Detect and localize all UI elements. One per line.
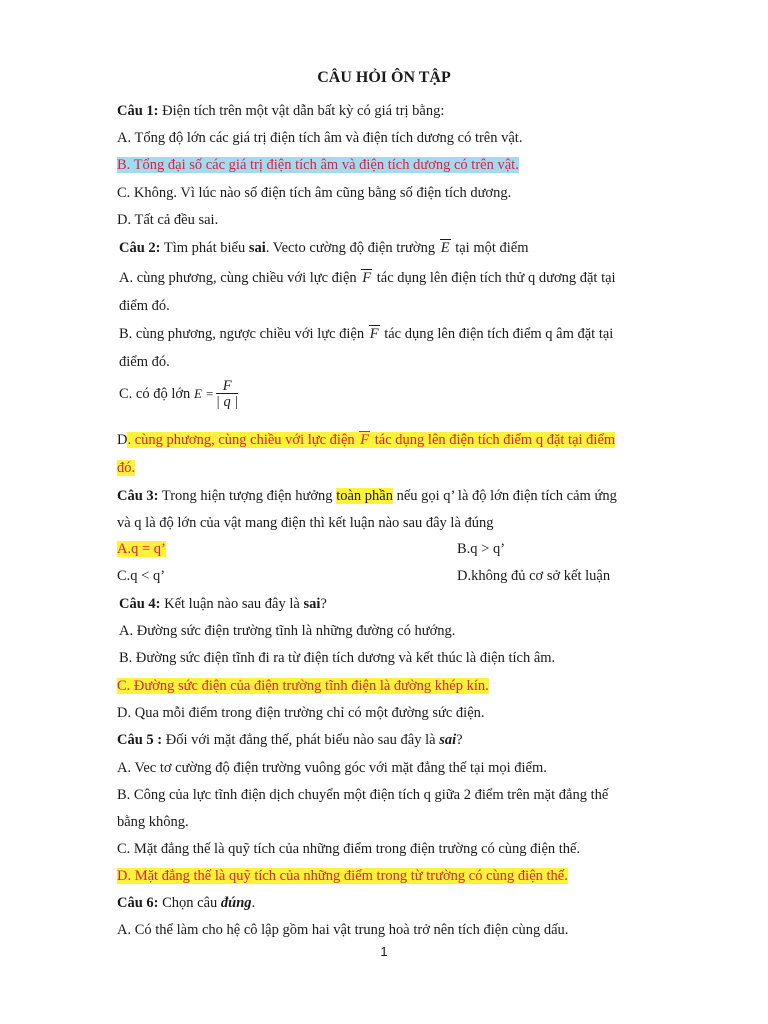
question-3-text: Trong hiện tượng điện hưởng: [158, 488, 337, 504]
question-2-text-3: tại một điểm: [451, 240, 529, 256]
question-3-option-a-text: A.q = q’: [117, 541, 166, 557]
question-3-highlight: toàn phần: [336, 488, 393, 504]
question-5-text: Đối với mặt đẳng thế, phát biểu nào sau đây là: [162, 732, 440, 748]
question-2-option-b-cont: điểm đó.: [119, 354, 170, 370]
question-2-option-b-text: B. cùng phương, ngược chiều với lực điện: [119, 326, 368, 342]
question-5-option-d-text: D. Mặt đẳng thế là quỹ tích của những điểm trong từ trường có cùng điện thế.: [117, 868, 568, 884]
vector-f-symbol: F: [360, 432, 370, 448]
question-4-text: Kết luận nào sau đây là: [160, 596, 304, 612]
question-2-label: Câu 2:: [119, 240, 161, 256]
vector-f-symbol: F: [369, 326, 379, 342]
question-2-option-d-text-cont: đó.: [117, 460, 136, 476]
question-5-option-c: C. Mặt đẳng thế là quỹ tích của những điểm trong điện trường có cùng điện thế.: [117, 841, 581, 857]
question-5: [117, 730, 463, 750]
formula-lhs: E =: [193, 386, 214, 401]
question-6: [117, 893, 255, 913]
question-2-option-a-text-2: tác dụng lên điện tích thử q dương đặt tại: [373, 270, 616, 286]
question-2-text-2: . Vecto cường độ điện trường: [265, 240, 439, 256]
question-2-option-c: [119, 378, 238, 410]
question-2-option-d-part-2: tác dụng lên điện tích điểm q đặt tại điểm: [371, 432, 616, 448]
question-3-option-c: C.q < q’: [117, 568, 166, 584]
question-2-option-a-text: A. cùng phương, cùng chiều với lực điện: [119, 270, 361, 286]
question-6-label: Câu 6:: [117, 895, 159, 911]
question-5-option-b-cont: bằng không.: [117, 814, 189, 830]
formula-numerator: F: [216, 379, 238, 394]
question-1-option-c: C. Không. Vì lúc nào số điện tích âm cũng bằng số điện tích dương.: [117, 185, 512, 201]
question-4-option-c: [117, 676, 489, 696]
question-3: [117, 486, 617, 506]
question-4-emphasis: sai: [303, 596, 321, 612]
question-2-option-d: [117, 430, 615, 450]
question-2-option-d-part-1: . cùng phương, cùng chiều với lực điện: [127, 432, 359, 448]
question-6-option-a: A. Có thể làm cho hệ cô lập gồm hai vật trung hoà trở nên tích điện cùng dấu.: [117, 922, 569, 938]
question-3-text-2: nếu gọi q’ là độ lớn điện tích cảm ứng: [392, 488, 617, 504]
question-3-label: Câu 3:: [117, 488, 159, 504]
question-2-option-d-letter: D: [117, 432, 128, 448]
question-2-option-d-cont: [117, 458, 135, 478]
question-5-option-d: [117, 866, 568, 886]
question-3-option-b: B.q > q’: [457, 541, 506, 557]
question-4-option-c-text: C. Đường sức điện của điện trường tĩnh điện là đường khép kín.: [117, 678, 489, 694]
question-5-emphasis: sai: [439, 732, 457, 748]
question-2-emphasis: sai: [248, 240, 266, 256]
question-2-option-a: [119, 268, 616, 288]
question-3-option-d: D.không đủ cơ sở kết luận: [457, 568, 611, 584]
question-1-text: Điện tích trên một vật dẫn bất kỳ có giá trị bằng:: [158, 103, 445, 119]
question-4-text-2: ?: [320, 596, 327, 612]
question-2-option-a-cont: điểm đó.: [119, 298, 170, 314]
question-2-option-c-text: C. có độ lớn: [119, 386, 194, 402]
question-4: [119, 594, 327, 614]
question-1-option-d: D. Tất cả đều sai.: [117, 212, 219, 228]
question-4-option-a: A. Đường sức điện trường tĩnh là những đường có hướng.: [119, 623, 456, 639]
question-2-option-b: [119, 324, 613, 344]
question-6-text-2: .: [251, 895, 256, 911]
question-5-option-b: B. Công của lực tĩnh điện dịch chuyển một điện tích q giữa 2 điểm trên mặt đẳng thế: [117, 787, 609, 803]
question-2-option-d-text: [127, 432, 615, 448]
question-5-text-2: ?: [456, 732, 463, 748]
question-2-text: Tìm phát biểu: [160, 240, 249, 256]
question-3-cont: và q là độ lớn của vật mang điện thì kết luận nào sau đây là đúng: [117, 515, 494, 531]
vector-e-symbol: E: [440, 240, 450, 256]
question-1-option-a: A. Tổng độ lớn các giá trị điện tích âm và điện tích dương có trên vật.: [117, 130, 523, 146]
formula-denominator: | q |: [215, 394, 239, 411]
formula-fraction: [216, 379, 238, 410]
question-4-option-d: D. Qua mỗi điểm trong điện trường chỉ có một đường sức điện.: [117, 705, 485, 721]
question-5-option-a: A. Vec tơ cường độ điện trường vuông góc với mặt đẳng thế tại mọi điểm.: [117, 760, 547, 776]
question-2: [119, 238, 529, 258]
page-title: CÂU HỎI ÔN TẬP: [317, 69, 451, 86]
question-1-option-b: [117, 155, 519, 175]
question-6-text: Chọn câu: [158, 895, 221, 911]
question-4-option-b: B. Đường sức điện tĩnh đi ra từ điện tích dương và kết thúc là điện tích âm.: [119, 650, 556, 666]
question-3-option-a: [117, 539, 166, 559]
question-6-emphasis: đúng: [220, 895, 252, 911]
question-4-label: Câu 4:: [119, 596, 161, 612]
vector-f-symbol: F: [362, 270, 372, 286]
question-2-option-b-text-2: tác dụng lên điện tích điểm q âm đặt tại: [380, 326, 614, 342]
question-1-label: Câu 1:: [117, 103, 159, 119]
question-1-option-b-text: B. Tổng đại số các giá trị điện tích âm và điện tích dương có trên vật.: [117, 157, 519, 173]
question-5-label: Câu 5 :: [117, 732, 163, 748]
question-1: [117, 101, 444, 121]
page-number: 1: [380, 944, 388, 959]
